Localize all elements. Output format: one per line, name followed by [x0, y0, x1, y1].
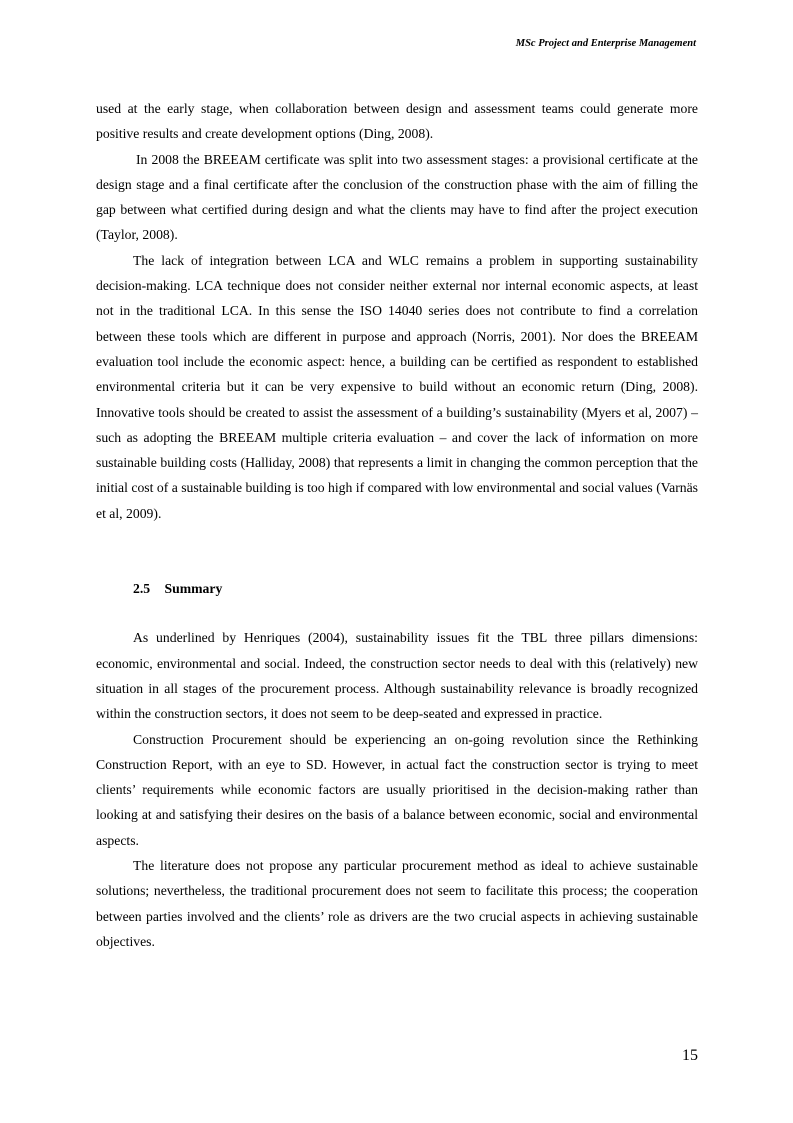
paragraph: The literature does not propose any particular procurement method as ideal to achieve sustainable solutions; nevertheless, the traditional procurement does not seem to facilitate this process; the cooperation between parties involved and the clients’ role as drivers are the two crucial aspects in achieving sustainable objectives. — [96, 858, 698, 949]
paragraph: Construction Procurement should be experiencing an on-going revolution since the Rethinking Construction Report, with an eye to SD. However, in actual fact the construction sector is trying to meet clients’ requirements while economic factors are usually prioritised in the decision-making rather than looking at and satisfying their desires on the basis of a balance between economic, social and environmental aspects. — [96, 731, 698, 848]
paragraph: used at the early stage, when collaboration between design and assessment teams could generate more positive results and create development options (Ding, 2008). — [96, 101, 698, 142]
running-header: MSc Project and Enterprise Management — [515, 38, 696, 49]
page-number: 15 — [682, 1047, 698, 1064]
section-title: Summary — [164, 581, 223, 597]
section-number: 2.5 — [133, 581, 151, 597]
page-body — [96, 96, 698, 954]
paragraph: In 2008 the BREEAM certificate was split into two assessment stages: a provisional certificate at the design stage and a final certificate after the conclusion of the construction phase with the aim of filling the gap between what certified during design and what the clients may have to find after the project execution (Taylor, 2008). — [96, 151, 698, 243]
paragraph: The lack of integration between LCA and WLC remains a problem in supporting sustainability decision-making. LCA technique does not consider neither external nor internal economic aspects, at least not in the traditional LCA. In this sense the ISO 14040 series does not contribute to find a correlation between these tools which are different in purpose and approach (Norris, 2001). Nor does the BREEAM evaluation tool include the economic aspect: hence, a building can be certified as respondent to established environmental criteria but it can be very expensive to build without an economic return (Ding, 2008). Innovative tools should be created to assist the assessment of a building’s sustainability (Myers et al, 2007) – such as adopting the BREEAM multiple criteria evaluation – and cover the lack of information on more sustainable building costs (Halliday, 2008) that represents a limit in changing the common perception that the initial cost of a sustainable building is too high if compared with low environmental and social values (Varnäs et al, 2009). — [96, 252, 698, 521]
section-heading — [133, 576, 698, 601]
paragraph: As underlined by Henriques (2004), sustainability issues fit the TBL three pillars dimensions: economic, environmental and social. Indeed, the construction sector needs to deal with this (relatively) new situation in all stages of the procurement process. Although sustainability relevance is broadly recognized within the construction sectors, it does not seem to be deep-seated and expressed in practice. — [96, 630, 698, 722]
